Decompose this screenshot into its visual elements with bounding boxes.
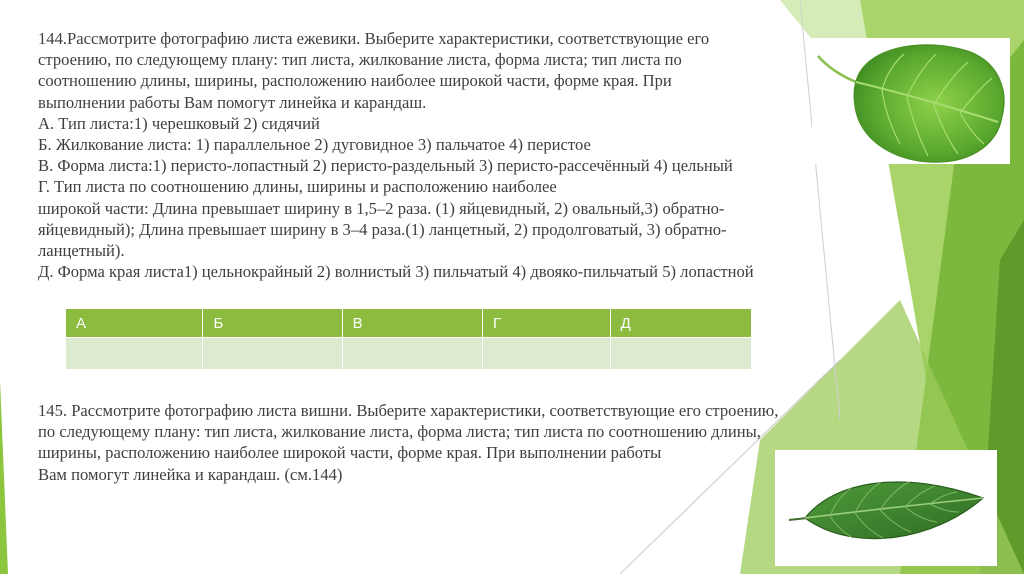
- cherry-leaf-icon: [775, 450, 997, 566]
- task-144-line: В. Форма листа:1) перисто-лопастный 2) перисто-раздельный 3) перисто-рассечённый 4) цельный: [38, 156, 733, 176]
- answer-cell-a[interactable]: [66, 338, 203, 370]
- answer-cell-v[interactable]: [342, 338, 482, 370]
- task-144-line: Б. Жилкование листа: 1) параллельное 2) дуговидное 3) пальчатое 4) перистое: [38, 135, 591, 155]
- decor-left-stripe: [0, 380, 8, 574]
- answer-header-b: Б: [203, 309, 342, 338]
- task-144-text: [38, 28, 754, 282]
- answer-cell-b[interactable]: [203, 338, 342, 370]
- task-145-text: [38, 400, 778, 485]
- task-144-line: Д. Форма края листа1) цельнокрайный 2) волнистый 3) пильчатый 4) двояко-пильчатый 5) лопастной: [38, 262, 754, 282]
- task-144-line: яйцевидный); Длина превышает ширину в 3–4 раза.(1) ланцетный, 2) продолговатый, 3) обратно-: [38, 219, 727, 239]
- answer-cell-g[interactable]: [482, 338, 610, 370]
- task-145-line: 145. Рассмотрите фотографию листа вишни. Выберите характеристики, соответствующие его строению,: [38, 401, 779, 420]
- task-145-line: ширины, расположению наиболее широкой части, форме края. При выполнении работы: [38, 443, 662, 463]
- task-145-line: Вам помогут линейка и карандаш. (см.144): [38, 464, 343, 484]
- task-144-line: ланцетный).: [38, 241, 125, 261]
- cherry-leaf-photo: [775, 450, 997, 566]
- answer-table-row: [66, 338, 752, 370]
- task-144-line: строению, по следующему плану: тип листа, жилкование листа, форма листа; тип листа по: [38, 50, 682, 70]
- answer-header-v: В: [342, 309, 482, 338]
- answer-header-d: Д: [610, 309, 751, 338]
- task-144-line: Г. Тип листа по соотношению длины, ширины и расположению наиболее: [38, 177, 557, 197]
- answer-table-header-row: [66, 309, 752, 338]
- blackberry-leaf-photo: [812, 38, 1010, 164]
- task-144-line: выполнении работы Вам помогут линейка и карандаш.: [38, 92, 427, 112]
- answer-cell-d[interactable]: [610, 338, 751, 370]
- answer-header-g: Г: [482, 309, 610, 338]
- answer-table: [66, 309, 752, 369]
- task-144-line: соотношению длины, ширины, расположению наиболее широкой части, форме края. При: [38, 71, 672, 91]
- task-144-line: широкой части: Длина превышает ширину в 1,5–2 раза. (1) яйцевидный, 2) овальный,3) обратно-: [38, 198, 725, 218]
- task-144-line: А. Тип листа:1) черешковый 2) сидячий: [38, 113, 320, 133]
- task-144-line: 144.Рассмотрите фотографию листа ежевики. Выберите характеристики, соответствующие его: [38, 29, 710, 48]
- answer-header-a: А: [66, 309, 203, 338]
- blackberry-leaf-icon: [812, 38, 1010, 164]
- task-145-line: по следующему плану: тип листа, жилкование листа, форма листа; тип листа по соотношению длины,: [38, 422, 761, 442]
